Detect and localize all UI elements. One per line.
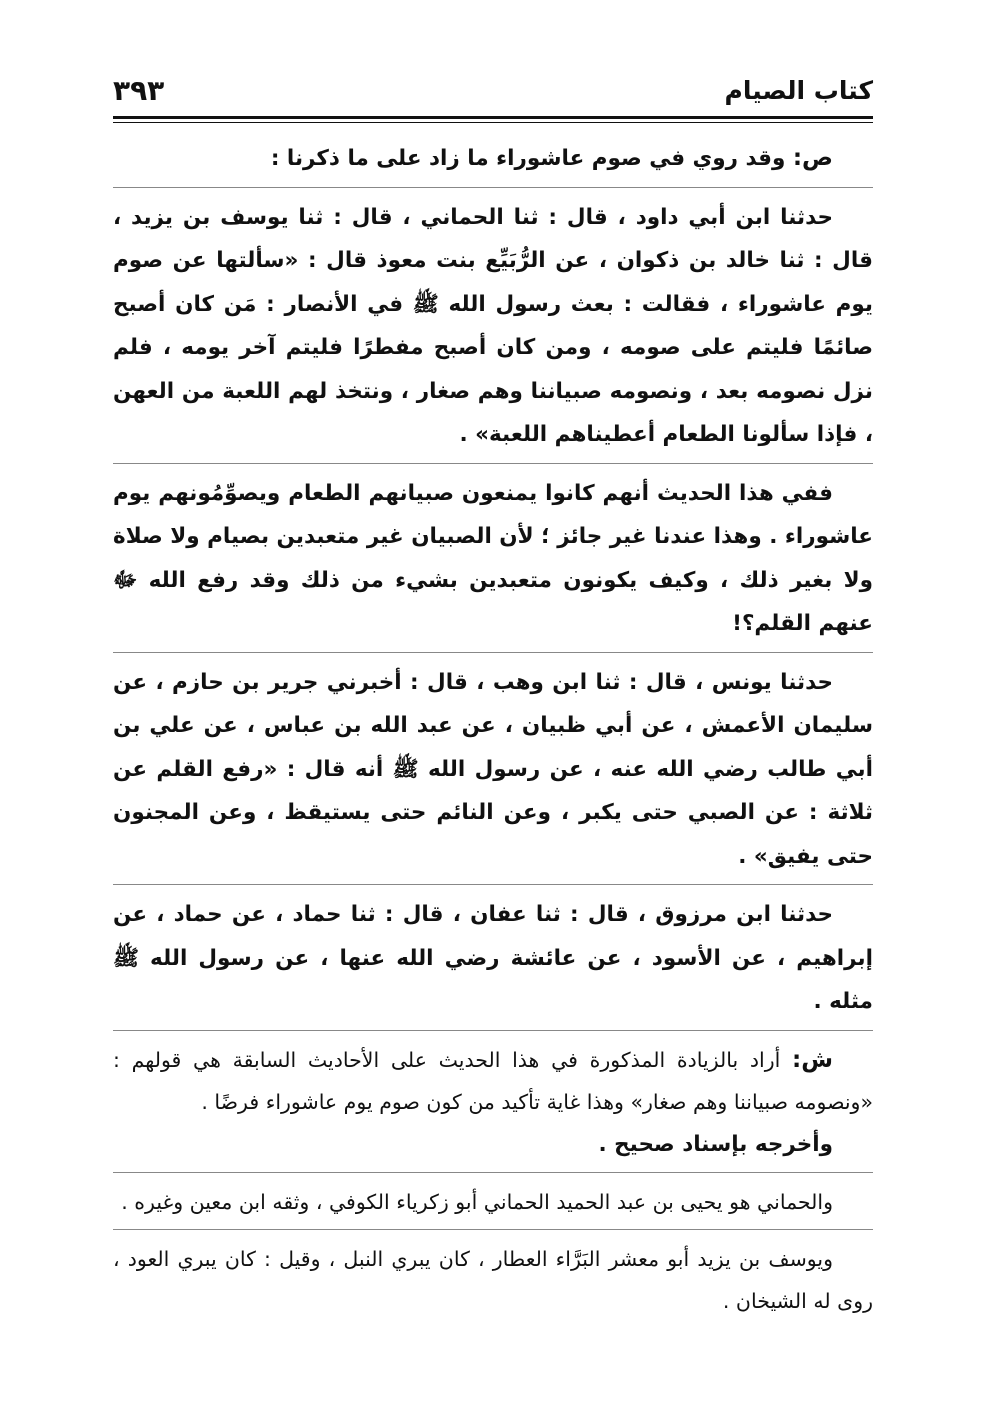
running-title: كتاب الصيام: [724, 76, 873, 105]
shin-marker: ش:: [792, 1046, 833, 1073]
hadith-aisha: حدثنا ابن مرزوق ، قال : ثنا عفان ، قال : ثنا حماد ، عن حماد ، عن إبراهيم ، عن الأسود ، عن عائشة رضي الله عنها ، عن رسول الله ﷺ مثله .: [113, 902, 873, 1014]
paragraph-separator: [113, 652, 873, 653]
isnad-note: وأخرجه بإسناد صحيح .: [598, 1131, 833, 1157]
sad-text: وقد روي في صوم عاشوراء ما زاد على ما ذكرنا :: [270, 146, 786, 171]
sad-marker: ص:: [792, 145, 833, 171]
page-number: ٣٩٣: [113, 74, 165, 107]
commentary-children: ففي هذا الحديث أنهم كانوا يمنعون صبيانهم الطعام ويصوِّمُونهم يوم عاشوراء . وهذا عندنا غير جائز ؛ لأن الصبيان غير متعبدين بصيام ولا صلاة ولا بغير ذلك ، وكيف يكونون متعبدين بشيء من ذلك وقد رفع الله ﷻ عنهم القلم؟!: [113, 480, 873, 636]
book-page: [113, 70, 873, 1322]
text-block-shin: [113, 1039, 873, 1123]
paragraph-separator: [113, 1030, 873, 1031]
hadith-rubayyi: حدثنا ابن أبي داود ، قال : ثنا الحماني ، قال : ثنا يوسف بن يزيد ، قال : ثنا خالد بن ذكوان ، عن الرُّبَيِّع بنت معوذ قال : «سألتها عن صوم يوم عاشوراء ، فقالت : بعث رسول الله ﷺ في الأنصار : مَن كان أصبح صائمًا فليتم على صومه ، ومن كان أصبح مفطرًا فليتم آخر يومه ، فلم نزل نصومه بعد ، ونصومه صبياننا وهم صغار ، ونتخذ لهم اللعبة من العهن ، فإذا سألونا الطعام أعطيناهم اللعبة» .: [113, 204, 873, 447]
paragraph-separator: [113, 1229, 873, 1230]
paragraph-separator: [113, 884, 873, 885]
header-rule-thin: [113, 122, 873, 123]
paragraph-separator: [113, 463, 873, 464]
narrator-yusuf: ويوسف بن يزيد أبو معشر البَرَّاء العطار ، كان يبري النبل ، وقيل : كان يبري العود ، روى له الشيخان .: [113, 1247, 873, 1313]
hadith-raf-al-qalam: حدثنا يونس ، قال : ثنا ابن وهب ، قال : أخبرني جرير بن حازم ، عن سليمان الأعمش ، عن أبي ظبيان ، عن عبد الله بن عباس ، عن علي بن أبي طالب رضي الله عنه ، عن رسول الله ﷺ أنه قال : «رفع القلم عن ثلاثة : عن الصبي حتى يكبر ، وعن النائم حتى يستيقظ ، وعن المجنون حتى يفيق» .: [113, 669, 873, 869]
paragraph-separator: [113, 1172, 873, 1173]
shin-text: أراد بالزيادة المذكورة في هذا الحديث على الأحاديث السابقة هي قولهم : «ونصومه صبياننا وهم صغار» وهذا غاية تأكيد من كون صوم يوم عاشوراء فرضًا .: [113, 1047, 873, 1114]
narrator-himmani: والحماني هو يحيى بن عبد الحميد الحماني أبو زكرياء الكوفي ، وثقه ابن معين وغيره .: [121, 1190, 833, 1214]
paragraph-separator: [113, 187, 873, 188]
page-header: [113, 70, 873, 112]
text-block-sad: [113, 137, 873, 181]
header-rule-thick: [113, 116, 873, 119]
